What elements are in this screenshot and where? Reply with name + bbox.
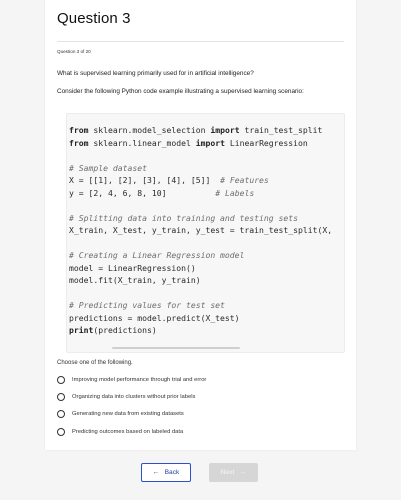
answer-option-label: Organizing data into clusters without prior labels bbox=[72, 394, 196, 400]
code-comment: # Sample dataset bbox=[69, 162, 147, 173]
code-text: LinearRegression bbox=[224, 137, 308, 148]
answer-option-label: Predicting outcomes based on labeled data bbox=[72, 429, 184, 435]
answer-option-2[interactable] bbox=[57, 391, 195, 403]
code-keyword: import bbox=[195, 137, 225, 148]
code-horizontal-scrollbar[interactable] bbox=[112, 347, 240, 349]
back-button[interactable] bbox=[141, 463, 191, 482]
code-content bbox=[69, 124, 332, 337]
back-button-label: Back bbox=[164, 469, 180, 476]
code-block[interactable] bbox=[66, 113, 345, 353]
answer-option-1[interactable] bbox=[57, 374, 206, 386]
question-title: Question 3 bbox=[57, 10, 131, 27]
radio-button[interactable] bbox=[57, 393, 65, 401]
question-card bbox=[45, 0, 356, 450]
code-text: sklearn.linear_model bbox=[88, 137, 196, 148]
code-text: predictions = model.predict(X_test) bbox=[69, 312, 240, 323]
code-comment: # Splitting data into training and testing sets bbox=[69, 212, 299, 223]
code-keyword: from bbox=[69, 125, 89, 135]
arrow-right-icon: → bbox=[239, 469, 247, 476]
next-button[interactable] bbox=[209, 463, 258, 482]
radio-button[interactable] bbox=[57, 428, 65, 436]
code-text: sklearn.model_selection bbox=[88, 125, 211, 135]
code-comment: # Predicting values for test set bbox=[69, 300, 225, 310]
code-text: (predictions) bbox=[93, 325, 157, 335]
code-text: X = [[1], [2], [3], [4], [5]] bbox=[69, 175, 211, 185]
code-comment: # Creating a Linear Regression model bbox=[69, 250, 245, 260]
choices-prompt: Choose one of the following. bbox=[57, 360, 133, 366]
arrow-left-icon: ← bbox=[152, 469, 160, 476]
code-keyword: from bbox=[69, 137, 89, 148]
question-progress: Question 3 of 20 bbox=[57, 49, 91, 54]
code-comment: # Labels bbox=[215, 187, 255, 198]
question-subtext: Consider the following Python code example illustrating a supervised learning scenario: bbox=[57, 88, 304, 95]
code-text: X_train, X_test, y_train, y_test = train_test_split(X, bbox=[69, 225, 333, 235]
title-divider bbox=[57, 41, 344, 42]
question-text: What is supervised learning primarily used for in artificial intelligence? bbox=[57, 70, 254, 77]
answer-option-label: Generating new data from existing datasets bbox=[72, 411, 184, 417]
radio-button[interactable] bbox=[57, 376, 65, 384]
code-text: train_test_split bbox=[239, 125, 323, 135]
code-text: model = LinearRegression() bbox=[69, 262, 196, 273]
code-text: y = [2, 4, 6, 8, 10] bbox=[69, 187, 167, 198]
code-comment: # Features bbox=[220, 175, 269, 185]
code-keyword: import bbox=[210, 125, 240, 135]
code-text: model.fit(X_train, y_train) bbox=[69, 275, 201, 285]
answer-option-4[interactable] bbox=[57, 426, 183, 438]
next-button-label: Next bbox=[220, 469, 235, 476]
answer-option-label: Improving model performance through trial and error bbox=[72, 377, 207, 383]
radio-button[interactable] bbox=[57, 410, 65, 418]
code-keyword: print bbox=[69, 325, 94, 335]
answer-option-3[interactable] bbox=[57, 408, 184, 420]
